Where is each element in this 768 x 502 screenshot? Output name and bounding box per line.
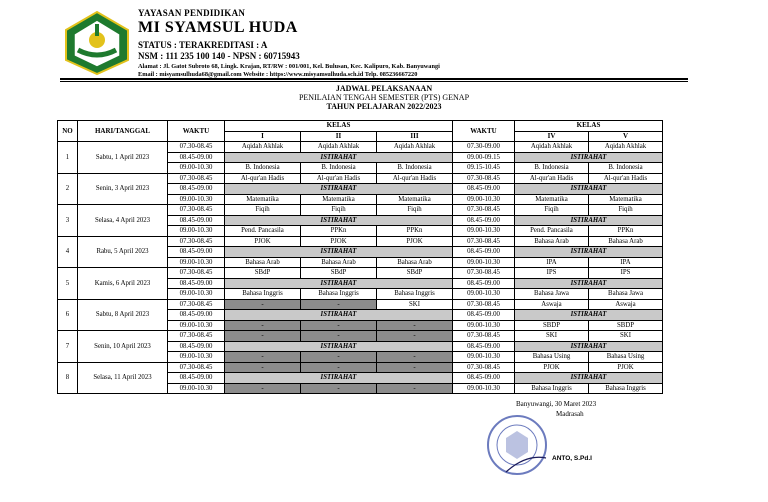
subject-cell: Aswaja — [515, 299, 589, 310]
row-date: Sabtu, 8 April 2023 — [78, 299, 168, 331]
time-slot-2: 07.30-08.45 — [453, 268, 515, 279]
subject-cell: Bahasa Arab — [225, 257, 301, 268]
signature-date: Banyuwangi, 30 Maret 2023 — [516, 400, 597, 408]
subject-cell: Fiqih — [515, 205, 589, 216]
break-cell: ISTIRAHAT — [225, 184, 453, 195]
subject-cell: Aqidah Akhlak — [301, 142, 377, 153]
subject-cell: SKI — [515, 331, 589, 342]
time-slot-2: 07.30-08.45 — [453, 205, 515, 216]
col-header-class-5: V — [589, 131, 663, 142]
subject-cell: - — [301, 352, 377, 363]
subject-cell: Aqidah Akhlak — [515, 142, 589, 153]
subject-cell: Bahasa Arab — [589, 236, 663, 247]
row-number: 4 — [58, 236, 78, 268]
subject-cell: - — [225, 352, 301, 363]
school-stamp — [486, 414, 548, 476]
time-slot-2: 09.00-10.30 — [453, 289, 515, 300]
time-slot-2: 08.45-09.00 — [453, 373, 515, 384]
accreditation-status: STATUS : TERAKREDITASI : A — [138, 40, 268, 50]
letterhead — [60, 6, 740, 78]
row-number: 6 — [58, 299, 78, 331]
subject-cell: - — [377, 320, 453, 331]
subject-cell: SKI — [377, 299, 453, 310]
school-contact: Email : misyamsulhuda68@gmail.com Website : https://www.misyamsulhuda.sch.id Telp. 085236667220 — [138, 71, 418, 78]
time-slot: 09.00-10.30 — [168, 289, 225, 300]
subject-cell: - — [377, 362, 453, 373]
row-number: 8 — [58, 362, 78, 394]
break-cell: ISTIRAHAT — [225, 152, 453, 163]
break-cell: ISTIRAHAT — [515, 247, 663, 258]
time-slot-2: 09.00-10.30 — [453, 226, 515, 237]
subject-cell: B. Indonesia — [377, 163, 453, 174]
subject-cell: SBDP — [515, 320, 589, 331]
subject-cell: SBdP — [225, 268, 301, 279]
time-slot: 09.00-10.30 — [168, 226, 225, 237]
subject-cell: Bahasa Arab — [377, 257, 453, 268]
table-row — [58, 236, 663, 247]
subject-cell: - — [225, 320, 301, 331]
subject-cell: Bahasa Inggris — [589, 383, 663, 394]
subject-cell: - — [225, 331, 301, 342]
header-divider-thin — [60, 81, 688, 82]
subject-cell: PPKn — [301, 226, 377, 237]
col-header-class-1: I — [225, 131, 301, 142]
subject-cell: Bahasa Inggris — [377, 289, 453, 300]
col-header-class-2: II — [301, 131, 377, 142]
subject-cell: - — [301, 320, 377, 331]
subject-cell: SBdP — [301, 268, 377, 279]
subject-cell: Pend. Pancasila — [225, 226, 301, 237]
col-header-class-4: IV — [515, 131, 589, 142]
row-number: 1 — [58, 142, 78, 174]
time-slot-2: 09.00-10.30 — [453, 383, 515, 394]
subject-cell: Matematika — [377, 194, 453, 205]
time-slot: 08.45-09.00 — [168, 341, 225, 352]
time-slot: 09.00-10.30 — [168, 194, 225, 205]
time-slot-2: 09.00-09.15 — [453, 152, 515, 163]
time-slot: 07.30-08.45 — [168, 236, 225, 247]
subject-cell: Bahasa Inggris — [225, 289, 301, 300]
row-date: Selasa, 11 April 2023 — [78, 362, 168, 394]
row-date: Senin, 10 April 2023 — [78, 331, 168, 363]
row-date: Kamis, 6 April 2023 — [78, 268, 168, 300]
table-row — [58, 331, 663, 342]
break-cell: ISTIRAHAT — [225, 247, 453, 258]
subject-cell: B. Indonesia — [225, 163, 301, 174]
subject-cell: SKI — [589, 331, 663, 342]
subject-cell: PJOK — [377, 236, 453, 247]
time-slot: 08.45-09.00 — [168, 152, 225, 163]
subject-cell: Matematika — [225, 194, 301, 205]
break-cell: ISTIRAHAT — [515, 341, 663, 352]
time-slot-2: 08.45-09.00 — [453, 215, 515, 226]
row-date: Rabu, 5 April 2023 — [78, 236, 168, 268]
subject-cell: Fiqih — [589, 205, 663, 216]
row-number: 2 — [58, 173, 78, 205]
subject-cell: Bahasa Jawa — [589, 289, 663, 300]
subject-cell: Pend. Pancasila — [515, 226, 589, 237]
subject-cell: Bahasa Jawa — [515, 289, 589, 300]
school-address: Alamat : Jl. Gatot Subroto 68, Lingk. Krajan, RT/RW : 001/001, Kel. Bulusan, Kec. Kalipuro, Kab. Banyuwangi — [138, 63, 440, 70]
time-slot-2: 07.30-08.45 — [453, 362, 515, 373]
time-slot-2: 08.45-09.00 — [453, 247, 515, 258]
subject-cell: PJOK — [301, 236, 377, 247]
title-line-2: PENILAIAN TENGAH SEMESTER (PTS) GENAP — [298, 93, 470, 102]
break-cell: ISTIRAHAT — [225, 310, 453, 321]
time-slot: 07.30-08.45 — [168, 331, 225, 342]
subject-cell: Al-qur'an Hadis — [515, 173, 589, 184]
row-number: 3 — [58, 205, 78, 237]
col-header-kelas-2: KELAS — [515, 121, 663, 132]
time-slot-2: 09.15-10.45 — [453, 163, 515, 174]
subject-cell: - — [377, 352, 453, 363]
subject-cell: B. Indonesia — [515, 163, 589, 174]
subject-cell: B. Indonesia — [589, 163, 663, 174]
time-slot-2: 09.00-10.30 — [453, 194, 515, 205]
subject-cell: Bahasa Using — [515, 352, 589, 363]
header-divider — [60, 78, 688, 80]
subject-cell: Aswaja — [589, 299, 663, 310]
subject-cell: IPS — [515, 268, 589, 279]
title-line-3: TAHUN PELAJARAN 2022/2023 — [326, 102, 442, 111]
subject-cell: - — [377, 383, 453, 394]
time-slot: 08.45-09.00 — [168, 278, 225, 289]
subject-cell: - — [301, 362, 377, 373]
subject-cell: Fiqih — [377, 205, 453, 216]
break-cell: ISTIRAHAT — [225, 215, 453, 226]
time-slot-2: 09.00-10.30 — [453, 320, 515, 331]
table-row — [58, 362, 663, 373]
subject-cell: B. Indonesia — [301, 163, 377, 174]
subject-cell: PJOK — [225, 236, 301, 247]
col-header-class-3: III — [377, 131, 453, 142]
time-slot: 09.00-10.30 — [168, 383, 225, 394]
subject-cell: Al-qur'an Hadis — [225, 173, 301, 184]
time-slot-2: 07.30-08.45 — [453, 173, 515, 184]
signature-block — [486, 400, 686, 480]
time-slot-2: 07.30-08.45 — [453, 236, 515, 247]
time-slot-2: 08.45-09.00 — [453, 341, 515, 352]
col-header-day: HARI/TANGGAL — [78, 121, 168, 142]
time-slot: 07.30-08.45 — [168, 268, 225, 279]
col-header-time: WAKTU — [168, 121, 225, 142]
row-date: Selasa, 4 April 2023 — [78, 205, 168, 237]
subject-cell: Bahasa Arab — [301, 257, 377, 268]
subject-cell: - — [301, 331, 377, 342]
row-date: Senin, 3 April 2023 — [78, 173, 168, 205]
break-cell: ISTIRAHAT — [515, 215, 663, 226]
subject-cell: PJOK — [515, 362, 589, 373]
subject-cell: - — [225, 383, 301, 394]
break-cell: ISTIRAHAT — [225, 278, 453, 289]
document-titles — [0, 84, 768, 111]
time-slot: 07.30-08.45 — [168, 205, 225, 216]
time-slot: 08.45-09.00 — [168, 310, 225, 321]
subject-cell: Matematika — [515, 194, 589, 205]
subject-cell: IPA — [589, 257, 663, 268]
letterhead-text — [138, 8, 440, 78]
subject-cell: - — [225, 299, 301, 310]
subject-cell: Bahasa Arab — [515, 236, 589, 247]
subject-cell: Fiqih — [301, 205, 377, 216]
col-header-time-2: WAKTU — [453, 121, 515, 142]
subject-cell: PPKn — [589, 226, 663, 237]
time-slot-2: 09.00-10.30 — [453, 352, 515, 363]
table-row — [58, 299, 663, 310]
time-slot: 08.45-09.00 — [168, 184, 225, 195]
subject-cell: Aqidah Akhlak — [377, 142, 453, 153]
time-slot-2: 09.00-10.30 — [453, 257, 515, 268]
subject-cell: Matematika — [301, 194, 377, 205]
title-line-1: JADWAL PELAKSANAAN — [335, 84, 433, 93]
schedule-body — [58, 142, 663, 394]
subject-cell: Aqidah Akhlak — [589, 142, 663, 153]
time-slot-2: 07.30-08.45 — [453, 299, 515, 310]
time-slot: 09.00-10.30 — [168, 320, 225, 331]
break-cell: ISTIRAHAT — [515, 278, 663, 289]
time-slot: 08.45-09.00 — [168, 247, 225, 258]
subject-cell: Al-qur'an Hadis — [589, 173, 663, 184]
subject-cell: Fiqih — [225, 205, 301, 216]
subject-cell: - — [301, 383, 377, 394]
subject-cell: - — [301, 299, 377, 310]
signatory-name: ANTO, S.Pd.I — [552, 455, 592, 462]
subject-cell: Bahasa Using — [589, 352, 663, 363]
subject-cell: PPKn — [377, 226, 453, 237]
subject-cell: - — [377, 331, 453, 342]
school-logo — [62, 10, 132, 76]
subject-cell: Al-qur'an Hadis — [301, 173, 377, 184]
school-name: MI SYAMSUL HUDA — [138, 19, 298, 36]
col-header-kelas: KELAS — [225, 121, 453, 132]
exam-schedule-table — [57, 120, 663, 394]
row-number: 7 — [58, 331, 78, 363]
break-cell: ISTIRAHAT — [225, 341, 453, 352]
time-slot: 09.00-10.30 — [168, 163, 225, 174]
time-slot-2: 08.45-09.00 — [453, 310, 515, 321]
subject-cell: Bahasa Inggris — [301, 289, 377, 300]
break-cell: ISTIRAHAT — [515, 373, 663, 384]
row-number: 5 — [58, 268, 78, 300]
time-slot: 08.45-09.00 — [168, 215, 225, 226]
table-row — [58, 173, 663, 184]
break-cell: ISTIRAHAT — [515, 310, 663, 321]
time-slot: 09.00-10.30 — [168, 352, 225, 363]
time-slot: 07.30-08.45 — [168, 299, 225, 310]
time-slot-2: 07.30-08.45 — [453, 331, 515, 342]
subject-cell: SBdP — [377, 268, 453, 279]
table-row — [58, 268, 663, 279]
table-row — [58, 142, 663, 153]
time-slot-2: 08.45-09.00 — [453, 278, 515, 289]
subject-cell: SBDP — [589, 320, 663, 331]
break-cell: ISTIRAHAT — [225, 373, 453, 384]
subject-cell: Bahasa Inggris — [515, 383, 589, 394]
time-slot: 07.30-08.45 — [168, 173, 225, 184]
time-slot: 08.45-09.00 — [168, 373, 225, 384]
subject-cell: IPS — [589, 268, 663, 279]
nsm-npsn: NSM : 111 235 100 140 - NPSN : 60715943 — [138, 51, 300, 61]
subject-cell: Al-qur'an Hadis — [377, 173, 453, 184]
row-date: Sabtu, 1 April 2023 — [78, 142, 168, 174]
time-slot: 09.00-10.30 — [168, 257, 225, 268]
foundation-name: YAYASAN PENDIDIKAN — [138, 8, 246, 18]
table-row — [58, 205, 663, 216]
subject-cell: - — [225, 362, 301, 373]
time-slot-2: 08.45-09.00 — [453, 184, 515, 195]
subject-cell: Aqidah Akhlak — [225, 142, 301, 153]
subject-cell: IPA — [515, 257, 589, 268]
break-cell: ISTIRAHAT — [515, 152, 663, 163]
break-cell: ISTIRAHAT — [515, 184, 663, 195]
col-header-no: NO — [58, 121, 78, 142]
subject-cell: Matematika — [589, 194, 663, 205]
time-slot: 07.30-08.45 — [168, 362, 225, 373]
signature-role: Madrasah — [556, 410, 584, 418]
subject-cell: PJOK — [589, 362, 663, 373]
time-slot: 07.30-08.45 — [168, 142, 225, 153]
time-slot-2: 07.30-09.00 — [453, 142, 515, 153]
